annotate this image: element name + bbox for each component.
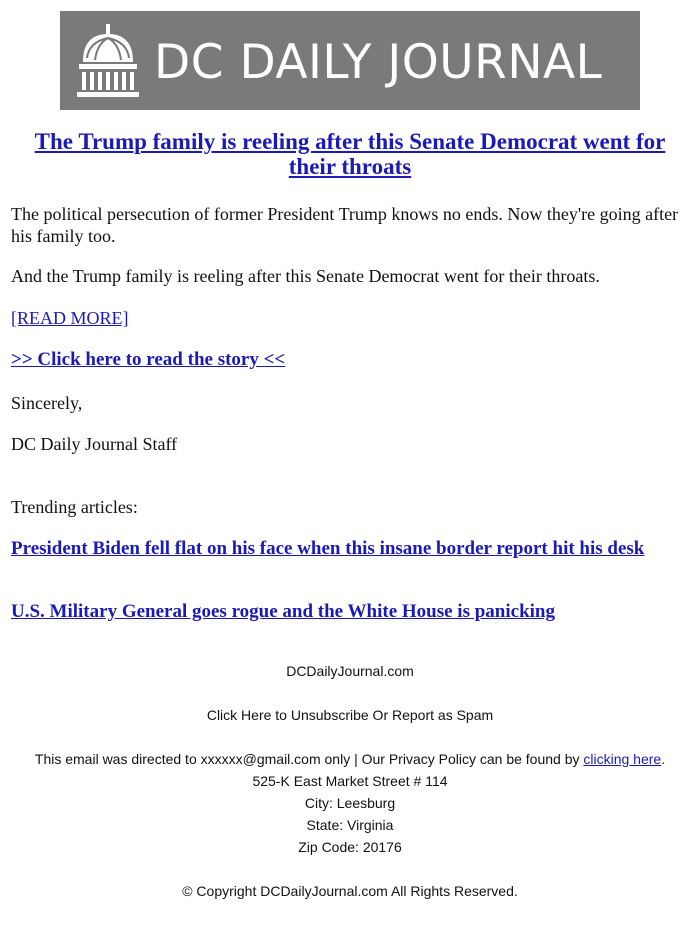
footer-zip: Zip Code: 20176 (298, 839, 402, 855)
cta-paragraph (11, 349, 691, 371)
footer-state: State: Virginia (306, 817, 394, 833)
directed-text: This email was directed to xxxxxx@gmail.com only | Our Privacy Policy can be found by (34, 751, 584, 767)
footer-address: 525-K East Market Street # 114 (252, 773, 448, 789)
read-more-link[interactable]: [READ MORE] (11, 308, 129, 328)
footer-city: City: Leesburg (304, 795, 396, 811)
unsubscribe-link[interactable]: Click Here to Unsubscribe Or Report as Spam (206, 707, 494, 723)
footer-copyright: © Copyright DCDailyJournal.com All Rights Reserved. (182, 883, 518, 899)
teaser-paragraph: And the Trump family is reeling after this Senate Democrat went for their throats. (11, 266, 600, 286)
site-logo-text: DC DAILY JOURNAL (154, 35, 603, 90)
trending-label: Trending articles: (11, 497, 138, 517)
read-story-link[interactable]: >> Click here to read the story << (11, 349, 286, 370)
signature: DC Daily Journal Staff (11, 434, 178, 454)
read-more-paragraph (11, 307, 691, 329)
trending-link-1[interactable]: President Biden fell flat on his face when this insane border report hit his desk (11, 538, 645, 559)
trending-item (11, 601, 696, 622)
trending-item (11, 538, 696, 559)
article-headline (20, 129, 680, 179)
period: . (661, 751, 666, 767)
privacy-policy-link[interactable]: clicking here (583, 751, 662, 767)
footer-site-name: DCDailyJournal.com (286, 663, 414, 679)
headline-link[interactable]: The Trump family is reeling after this Senate Democrat went for their throats (34, 129, 666, 179)
trending-link-2[interactable]: U.S. Military General goes rogue and the White House is panicking (11, 601, 555, 622)
capitol-dome-icon (64, 11, 152, 110)
masthead-banner (60, 11, 640, 110)
intro-paragraph: The political persecution of former President Trump knows no ends. Now they're going after his family too. (11, 204, 679, 246)
signoff: Sincerely, (11, 393, 83, 413)
footer-directed-notice (0, 748, 700, 770)
